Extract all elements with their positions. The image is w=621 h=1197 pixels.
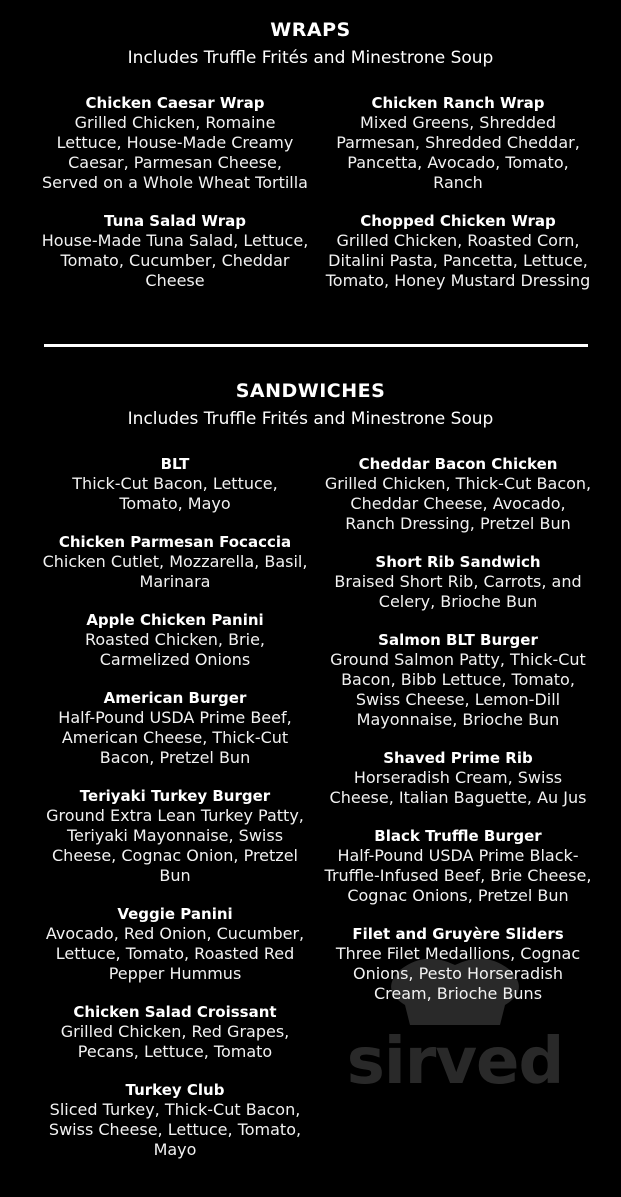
- menu-item-name: Chopped Chicken Wrap: [360, 212, 556, 230]
- menu-item-description: Three Filet Medallions, Cognac Onions, Pesto Horseradish Cream, Brioche Buns: [335, 944, 581, 1003]
- menu-item-description: Sliced Turkey, Thick-Cut Bacon, Swiss Cheese, Lettuce, Tomato, Mayo: [48, 1100, 302, 1159]
- menu-item-name: Black Truffle Burger: [374, 827, 542, 845]
- wraps-title: WRAPS: [270, 19, 351, 41]
- menu-item: [324, 748, 592, 808]
- menu-item-name: Apple Chicken Panini: [86, 611, 264, 629]
- wraps-subtitle: Includes Truffle Frités and Minestrone Soup: [127, 48, 494, 68]
- menu-item: [324, 924, 592, 1004]
- wraps-left-column: [41, 93, 309, 309]
- menu-item-name: Shaved Prime Rib: [383, 749, 533, 767]
- menu-item: [41, 786, 309, 886]
- menu-item-description: Grilled Chicken, Red Grapes, Pecans, Lettuce, Tomato: [60, 1022, 290, 1061]
- menu-item-name: Chicken Ranch Wrap: [371, 94, 545, 112]
- menu-item: [41, 610, 309, 670]
- menu-item: [324, 552, 592, 612]
- menu-item: [41, 1002, 309, 1062]
- menu-item: [324, 211, 592, 291]
- sandwiches-section: [0, 379, 621, 430]
- menu-item-description: House-Made Tuna Salad, Lettuce, Tomato, Cucumber, Cheddar Cheese: [41, 231, 309, 290]
- menu-item: [41, 211, 309, 291]
- menu-item: [41, 1080, 309, 1160]
- menu-item-name: BLT: [160, 455, 190, 473]
- menu-item: [41, 454, 309, 514]
- menu-item-name: Turkey Club: [125, 1081, 225, 1099]
- menu-item: [324, 93, 592, 193]
- menu-item: [324, 826, 592, 906]
- menu-item-name: Chicken Salad Croissant: [73, 1003, 277, 1021]
- sandwiches-subtitle: Includes Truffle Frités and Minestrone Soup: [127, 409, 494, 429]
- sandwiches-left-column: [41, 454, 309, 1178]
- wraps-section: [0, 18, 621, 69]
- menu-item-description: Chicken Cutlet, Mozzarella, Basil, Marinara: [42, 552, 308, 591]
- wraps-right-column: [324, 93, 592, 309]
- menu-item: [41, 532, 309, 592]
- sandwiches-title: SANDWICHES: [235, 380, 386, 402]
- menu-item-description: Ground Extra Lean Turkey Patty, Teriyaki Mayonnaise, Swiss Cheese, Cognac Onion, Pretzel Bun: [46, 806, 304, 885]
- menu-item-description: Ground Salmon Patty, Thick-Cut Bacon, Bibb Lettuce, Tomato, Swiss Cheese, Lemon-Dill Mayonnaise, Brioche Bun: [330, 650, 586, 729]
- menu-item: [41, 688, 309, 768]
- menu-item-description: Grilled Chicken, Romaine Lettuce, House-Made Creamy Caesar, Parmesan Cheese, Served on a Whole Wheat Tortilla: [42, 113, 308, 192]
- watermark-text: sirved: [346, 1025, 564, 1099]
- menu-item-name: Chicken Parmesan Focaccia: [58, 533, 292, 551]
- menu-item-description: Grilled Chicken, Roasted Corn, Ditalini Pasta, Pancetta, Lettuce, Tomato, Honey Mustard Dressing: [325, 231, 591, 290]
- menu-item-name: Chicken Caesar Wrap: [85, 94, 265, 112]
- menu-item-name: Salmon BLT Burger: [378, 631, 538, 649]
- menu-item-name: Teriyaki Turkey Burger: [79, 787, 271, 805]
- section-divider: [44, 344, 588, 347]
- menu-item: [41, 93, 309, 193]
- menu-item-description: Mixed Greens, Shredded Parmesan, Shredded Cheddar, Pancetta, Avocado, Tomato, Ranch: [336, 113, 580, 192]
- menu-item: [324, 630, 592, 730]
- menu-item: [324, 454, 592, 534]
- menu-item-name: Filet and Gruyère Sliders: [352, 925, 564, 943]
- menu-item-description: Grilled Chicken, Thick-Cut Bacon, Cheddar Cheese, Avocado, Ranch Dressing, Pretzel Bun: [324, 474, 592, 533]
- sandwiches-right-column: [324, 454, 592, 1022]
- menu-item-description: Roasted Chicken, Brie, Carmelized Onions: [84, 630, 266, 669]
- menu-item-name: Cheddar Bacon Chicken: [358, 455, 558, 473]
- menu-item-description: Half-Pound USDA Prime Beef, American Cheese, Thick-Cut Bacon, Pretzel Bun: [58, 708, 292, 767]
- menu-item-description: Braised Short Rib, Carrots, and Celery, Brioche Bun: [334, 572, 582, 611]
- menu-item-description: Thick-Cut Bacon, Lettuce, Tomato, Mayo: [72, 474, 278, 513]
- menu-item-name: Short Rib Sandwich: [375, 553, 541, 571]
- menu-item-description: Avocado, Red Onion, Cucumber, Lettuce, Tomato, Roasted Red Pepper Hummus: [45, 924, 305, 983]
- menu-item-name: Tuna Salad Wrap: [104, 212, 246, 230]
- menu-item-description: Half-Pound USDA Prime Black-Truffle-Infused Beef, Brie Cheese, Cognac Onions, Pretzel Bun: [324, 846, 592, 905]
- menu-item-name: Veggie Panini: [117, 905, 233, 923]
- menu-item: [41, 904, 309, 984]
- menu-item-description: Horseradish Cream, Swiss Cheese, Italian Baguette, Au Jus: [329, 768, 587, 807]
- menu-item-name: American Burger: [103, 689, 247, 707]
